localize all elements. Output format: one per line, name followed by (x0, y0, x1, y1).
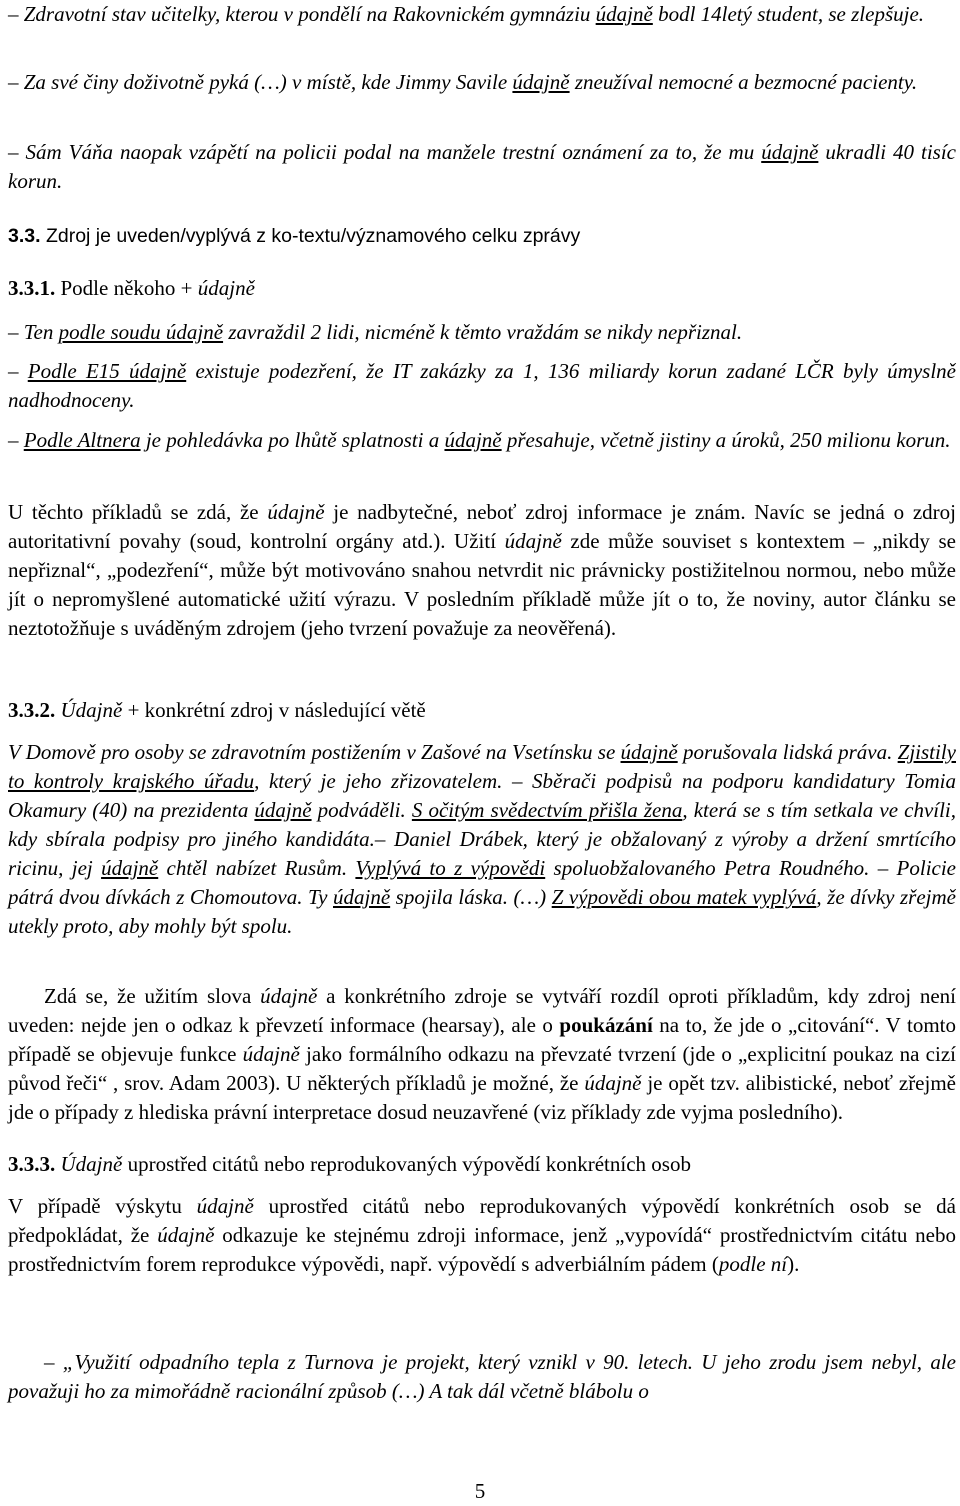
paragraph (8, 498, 956, 643)
text-run: údajně (333, 885, 391, 909)
text-run: Zjistily to kontroly krajského úřadu (8, 740, 956, 793)
text-run: bodl 14letý student, se zlepšuje. (652, 2, 925, 26)
text-run: poukázání (559, 1013, 653, 1037)
paragraph (8, 1192, 956, 1279)
text-run: – Sám Váňa naopak vzápětí na policii podal na manžele trestní oznámení za to, že mu (8, 140, 762, 164)
text-run: podle ní (718, 1252, 788, 1276)
paragraph (8, 1150, 956, 1179)
text-run: , která se s tím setkala ve chvíli, kdy sbírala podpisy pro jiného kandidáta.– Daniel Drábek, který je obžalovaný z výroby a držení smrtícího ricinu, jej (8, 798, 957, 880)
paragraph (8, 357, 956, 415)
text-run: údajně (444, 428, 502, 452)
text-run: podle soudu údajně (58, 320, 224, 344)
text-run: údajně (267, 500, 325, 524)
text-run: Podle E15 údajně (27, 359, 187, 383)
text-run: je pohledávka po lhůtě splatnosti a (140, 428, 445, 452)
text-run: , že dívky zřejmě utekly proto, aby mohly být spolu. (8, 885, 956, 938)
text-run: Údajně (60, 698, 123, 722)
text-run: Zdroj je uveden/vyplývá z ko-textu/významového celku zprávy (40, 225, 581, 247)
text-run: údajně (620, 740, 678, 764)
text-run: – Za své činy doživotně pyká (…) v místě, kde Jimmy Savile (8, 70, 513, 94)
paragraph (8, 1348, 956, 1406)
text-run: zde může souviset s kontextem – „nikdy se nepřiznal“, „podezření“, může být motivováno snahou netvrdit nic právnicky postižitelnou normou, nebo může jít o nepromyšlené automatické užití výrazu. V posledním příkladě může jít o to, že noviny, autor článku se neztotožňuje s uváděným zdrojem (jeho tvrzení považuje za neověřená). (8, 529, 956, 640)
text-run: a konkrétního zdroje se vytváří rozdíl oproti příkladům, kdy zdroj není uveden: nejde jen o odkaz k převzetí informace (hearsay), ale o (8, 984, 957, 1037)
text-run: 3.3.2. (8, 698, 56, 722)
text-run: odkazuje ke stejnému zdroji informace, jenž „vypovídá“ prostřednictvím citátu nebo prostřednictvím forem reprodukce výpovědi, např. výpovědí s adverbiálním pádem ( (8, 1223, 956, 1276)
text-run: údajně (242, 1042, 300, 1066)
page-number: 5 (474, 1479, 486, 1503)
text-run: údajně (101, 856, 159, 880)
paragraph (8, 138, 956, 196)
paragraph (8, 274, 956, 303)
text-run: údajně (197, 276, 255, 300)
text-run: V případě výskytu (8, 1194, 197, 1218)
text-run: zneužíval nemocné a bezmocné pacienty. (569, 70, 918, 94)
text-run: – Ten (8, 320, 59, 344)
text-run: chtěl nabízet Rusům. (158, 856, 356, 880)
paragraph (8, 222, 956, 251)
paragraph (8, 0, 956, 29)
text-run: údajně (584, 1071, 642, 1095)
paragraph (8, 318, 956, 347)
text-run: spoluobžalovaného Petra Roudného. – Policie pátrá dvou dívkách z Chomoutova. Ty (8, 856, 957, 909)
text-run: Vyplývá to z výpovědi (355, 856, 546, 880)
text-run: údajně (512, 70, 570, 94)
text-run: – (8, 359, 28, 383)
text-run: údajně (196, 1194, 254, 1218)
text-run: uprostřed citátů nebo reprodukovaných výpovědí konkrétních osob se dá předpokládat, že (8, 1194, 956, 1247)
text-run: + konkrétní zdroj v následující větě (122, 698, 426, 722)
text-run: – Zdravotní stav učitelky, kterou v pondělí na Rakovnickém gymnáziu (8, 2, 596, 26)
paragraph (8, 696, 956, 725)
text-run: ). (787, 1252, 800, 1276)
text-run: je nadbytečné, neboť zdroj informace je znám. Navíc se jedná o zdroj autoritativní povahy (soud, kontrolní orgány atd.). Užití (8, 500, 956, 553)
text-run: Podle někoho + (55, 276, 198, 300)
text-run: – (8, 428, 24, 452)
text-run: údajně (504, 529, 562, 553)
paragraph (8, 68, 956, 97)
text-run: ukradli 40 tisíc korun. (8, 140, 956, 193)
text-run: údajně (254, 798, 312, 822)
text-run: Zdá se, že užitím slova (44, 984, 261, 1008)
text-run: údajně (260, 984, 318, 1008)
text-run: spojila láska. (…) (390, 885, 552, 909)
text-run: přesahuje, včetně jistiny a úroků, 250 milionu korun. (501, 428, 951, 452)
text-run: Podle Altnera (23, 428, 141, 452)
text-run: existuje podezření, že IT zakázky za 1, 136 miliardy korun zadané LČR byly úmyslně nadhodnoceny. (8, 359, 956, 412)
text-run: 3.3. (8, 225, 41, 247)
text-run: 3.3.1. (8, 276, 56, 300)
text-run: údajně (761, 140, 819, 164)
text-run: U těchto příkladů se zdá, že (8, 500, 268, 524)
text-run: jako formálního odkazu na převzaté tvrzení (jde o „explicitní poukaz na cizí původ řeči“ , srov. Adam 2003). U některých příkladů je možné, že (8, 1042, 956, 1095)
text-run: na to, že jde o „citování“. V tomto případě se objevuje funkce (8, 1013, 956, 1066)
paragraph (8, 426, 956, 455)
text-run: S očitým svědectvím přišla žena (411, 798, 683, 822)
text-run: , který je jeho zřizovatelem. – Sběrači podpisů na podporu kandidatury Tomia Okamury (40) na prezidenta (8, 769, 956, 822)
text-run: V Domově pro osoby se zdravotním postižením v Zašové na Vsetínsku se (8, 740, 621, 764)
text-run: Údajně (60, 1152, 123, 1176)
text-run: 3.3.3. (8, 1152, 56, 1176)
text-run: údajně (157, 1223, 215, 1247)
paragraph (8, 982, 956, 1127)
text-run: Z výpovědi obou matek vyplývá (551, 885, 817, 909)
text-run: podváděli. (311, 798, 412, 822)
paragraph (8, 738, 956, 941)
text-run: údajně (595, 2, 653, 26)
text-run: uprostřed citátů nebo reprodukovaných výpovědí konkrétních osob (122, 1152, 691, 1176)
text-run: porušovala lidská práva. (677, 740, 898, 764)
text-run: – „Využití odpadního tepla z Turnova je projekt, který vznikl v 90. letech. U jeho zrodu jsem nebyl, ale považuji ho za mimořádně racionální způsob (…) A tak dál včetně blábolu o (8, 1350, 956, 1403)
text-run: je opět tzv. alibistické, neboť zřejmě jde o případy z hlediska právní interpretace dosud neuzavřené (viz příklady zde vyjma posledního). (8, 1071, 956, 1124)
text-run: zavraždil 2 lidi, nicméně k těmto vraždám se nikdy nepřiznal. (223, 320, 743, 344)
